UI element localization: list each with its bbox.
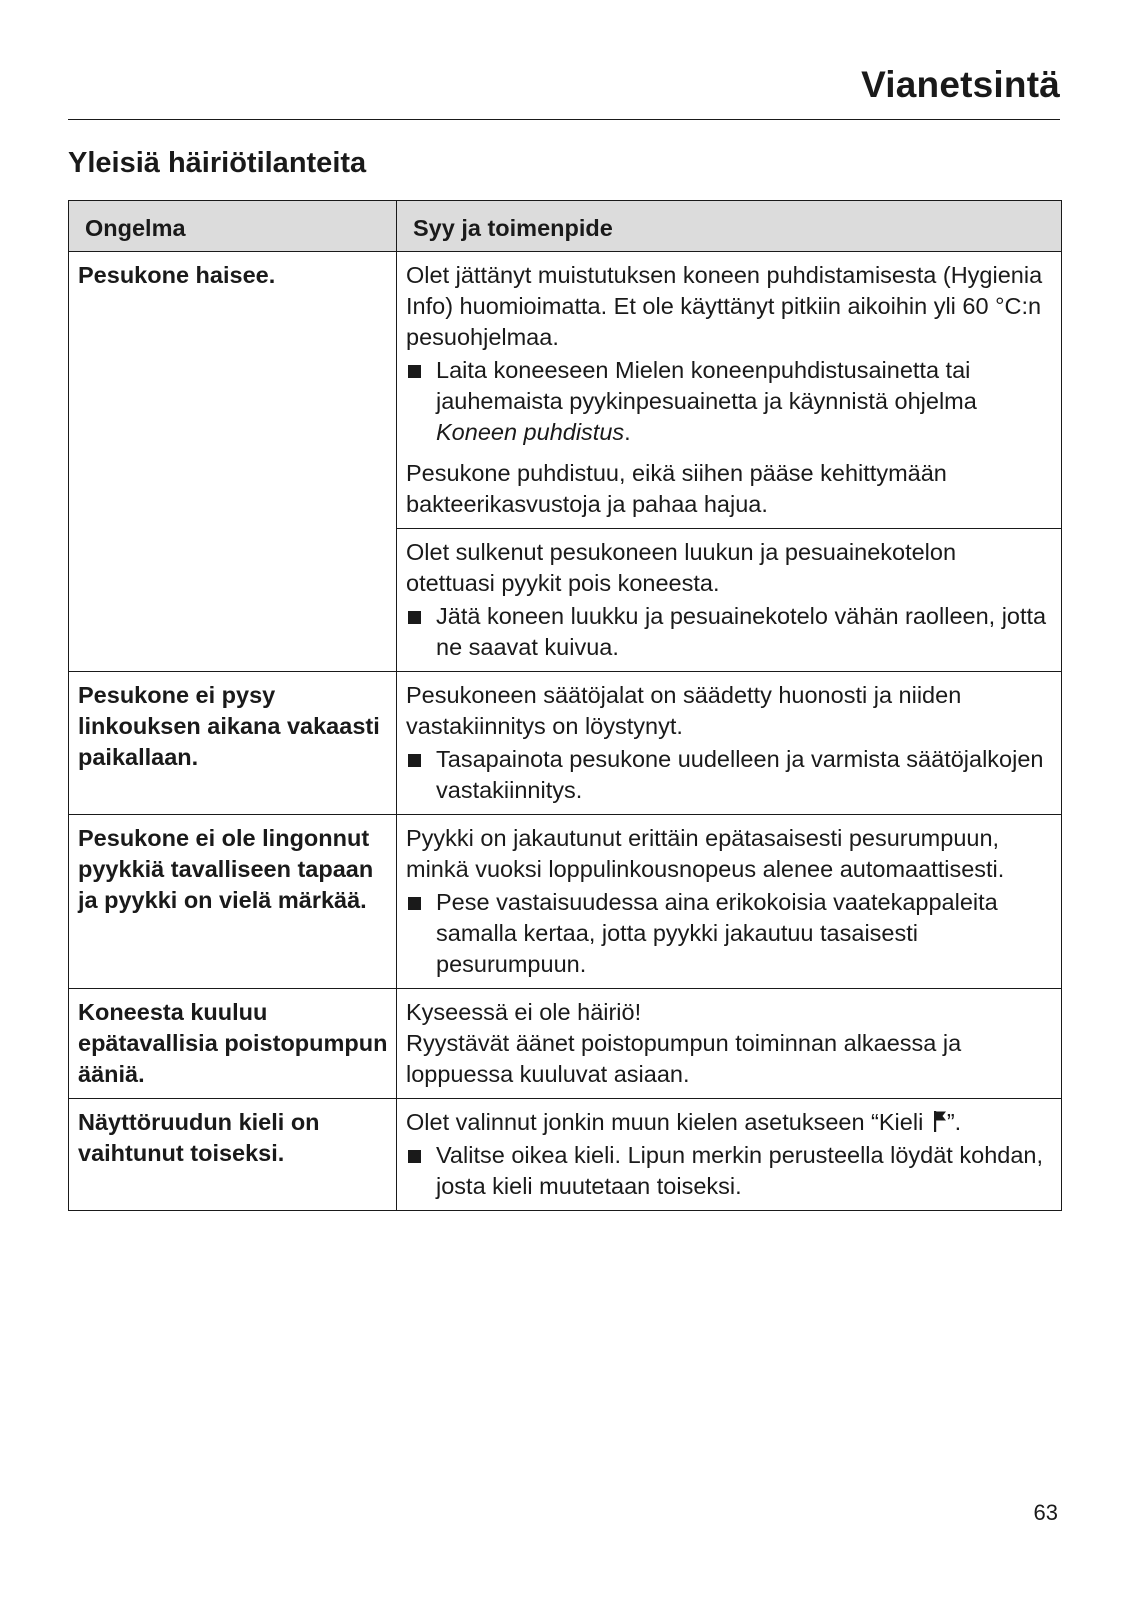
action-item (406, 887, 1051, 980)
action-text: Valitse oikea kieli. Lipun merkin perusteella löydät kohdan, josta kieli muutetaan toiseksi. (436, 1142, 1043, 1199)
flag-icon (933, 1109, 947, 1133)
action-text: Pese vastaisuudessa aina erikokoisia vaatekappaleita samalla kertaa, jotta pyykki jakautuu tasaisesti pesurumpuun. (436, 889, 998, 977)
header-divider (68, 119, 1060, 120)
bullet-square-icon (408, 897, 421, 910)
cause-text: Kyseessä ei ole häiriö! (406, 999, 642, 1025)
cause-text: Pyykki on jakautunut erittäin epätasaisesti pesurumpuun, minkä vuoksi loppulinkousnopeus alenee automaattisesti. (406, 825, 1005, 882)
table-row (69, 672, 1062, 815)
cause-text (406, 1107, 1051, 1138)
cause-cell (397, 1099, 1062, 1211)
column-header-cause: Syy ja toimenpide (397, 201, 1062, 252)
action-text-end: . (624, 419, 631, 445)
problem-cell: Pesukone haisee. (69, 252, 397, 672)
cause-cell (397, 989, 1062, 1099)
problem-cell: Näyttöruudun kieli on vaihtunut toiseksi. (69, 1099, 397, 1211)
cause-text: Pesukoneen säätöjalat on säädetty huonosti ja niiden vastakiinnitys on löystynyt. (406, 682, 962, 739)
table-row (69, 1099, 1062, 1211)
table-row (69, 815, 1062, 989)
table-row (69, 252, 1062, 529)
cause-cell (397, 529, 1062, 672)
cause-cell (397, 815, 1062, 989)
table-row (69, 989, 1062, 1099)
bullet-square-icon (408, 754, 421, 767)
cause-text: Olet sulkenut pesukoneen luukun ja pesuainekotelon otettuasi pyykit pois koneesta. (406, 539, 957, 596)
bullet-square-icon (408, 611, 421, 624)
problem-cell: Pesukone ei ole lingonnut pyykkiä tavalliseen tapaan ja pyykki on vielä märkää. (69, 815, 397, 989)
program-name: Koneen puhdistus (436, 419, 625, 445)
cause-text-end: ”. (946, 1109, 962, 1135)
action-text: Jätä koneen luukku ja pesuainekotelo vähän raolleen, jotta ne saavat kuivua. (436, 603, 1047, 660)
result-note: Pesukone puhdistuu, eikä siihen pääse kehittymään bakteerikasvustoja ja pahaa hajua. (406, 460, 947, 517)
cause-cell (397, 252, 1062, 529)
cause-text: Olet jättänyt muistutuksen koneen puhdistamisesta (Hygienia Info) huomioimatta. Et ole käyttänyt pitkiin aikoihin yli 60 °C:n pesuohjelmaa. (406, 262, 1043, 350)
problem-cell: Pesukone ei pysy linkouksen aikana vakaasti paikallaan. (69, 672, 397, 815)
troubleshooting-table (68, 200, 1062, 1211)
action-item (406, 744, 1051, 806)
page-number: 63 (1033, 1500, 1058, 1525)
bullet-square-icon (408, 365, 421, 378)
column-header-problem: Ongelma (69, 201, 397, 252)
problem-cell: Koneesta kuuluu epätavallisia poistopumpun ääniä. (69, 989, 397, 1099)
action-text: Tasapainota pesukone uudelleen ja varmista säätöjalkojen vastakiinnitys. (436, 746, 1044, 803)
table-header-row (69, 201, 1062, 252)
cause-text: Ryystävät äänet poistopumpun toiminnan alkaessa ja loppuessa kuuluvat asiaan. (406, 1030, 962, 1087)
bullet-square-icon (408, 1150, 421, 1163)
chapter-title: Vianetsintä (861, 64, 1060, 105)
section-title: Yleisiä häiriötilanteita (68, 147, 367, 179)
action-item (406, 601, 1051, 663)
cause-cell (397, 672, 1062, 815)
cause-text-start: Olet valinnut jonkin muun kielen asetukseen “Kieli (406, 1109, 930, 1135)
action-item (406, 1140, 1051, 1202)
action-item (406, 355, 1051, 448)
action-text: Laita koneeseen Mielen koneenpuhdistusainetta tai jauhemaista pyykinpesuainetta ja käynnistä ohjelma (436, 357, 977, 414)
